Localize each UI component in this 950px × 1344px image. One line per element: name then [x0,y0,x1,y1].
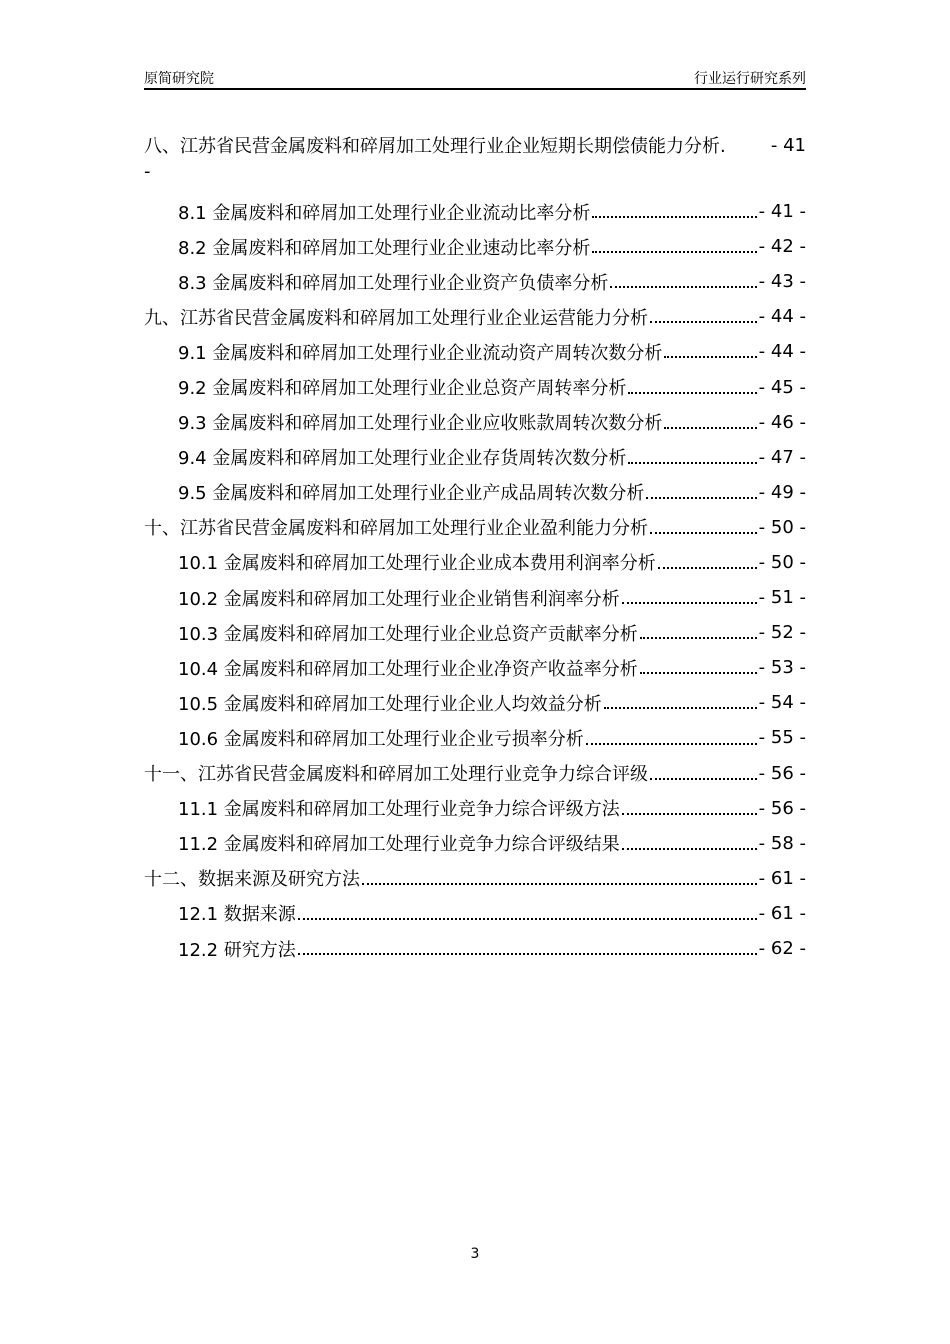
toc-leader-dots [640,636,757,639]
toc-entry-title: 九、江苏省民营金属废料和碎屑加工处理行业企业运营能力分析 [144,307,648,329]
toc-entry-section[interactable] [144,896,806,931]
toc-entry-chapter-8[interactable] [144,128,806,162]
toc-entry-title: 9.4 金属废料和碎屑加工处理行业企业存货周转次数分析 [178,448,627,470]
toc-entry-title: 9.2 金属废料和碎屑加工处理行业企业总资产周转率分析 [178,378,627,400]
toc-entry-title: 8.3 金属废料和碎屑加工处理行业企业资产负债率分析 [178,272,609,294]
toc-leader-dots [622,812,757,815]
toc-entry-title: 9.5 金属废料和碎屑加工处理行业企业产成品周转次数分析 [178,483,645,505]
toc-entry-page: - 61 - [758,902,806,924]
toc-entry-title: 10.6 金属废料和碎屑加工处理行业企业亏损率分析 [178,728,584,750]
toc-entry-title: 11.2 金属废料和碎屑加工处理行业竞争力综合评级结果 [178,834,620,856]
toc-entry-page: - 44 - [758,306,806,328]
toc-leader-dots [592,215,756,218]
toc-entry-title: 9.1 金属废料和碎屑加工处理行业企业流动资产周转次数分析 [178,342,663,364]
toc-leader-dots [610,285,756,288]
toc-entry-section[interactable] [144,931,806,966]
toc-entry-page: - 52 - [758,622,806,644]
toc-entry-chapter[interactable] [144,756,806,791]
toc-entry-section[interactable] [144,334,806,369]
toc-entry-page: - 47 - [758,446,806,468]
toc-leader-dots [586,742,757,745]
toc-leader-dots [664,426,756,429]
toc-entry-page: - 45 - [758,376,806,398]
toc-entry-page: - 62 - [758,938,806,960]
toc-entry-section[interactable] [144,720,806,755]
toc-entry-chapter[interactable] [144,299,806,334]
toc-entry-title: 8.2 金属废料和碎屑加工处理行业企业速动比率分析 [178,237,591,259]
toc-entry-title: 十二、数据来源及研究方法 [144,869,360,891]
toc-leader-dots [650,777,757,780]
toc-leader-dots [658,566,757,569]
page-number: 3 [470,1246,480,1262]
toc-entry-title: 10.3 金属废料和碎屑加工处理行业企业总资产贡献率分析 [178,623,638,645]
toc-entry-section[interactable] [144,615,806,650]
toc-entry-chapter[interactable] [144,510,806,545]
toc-entry-section[interactable] [144,440,806,475]
toc-entry-page: - 50 - [758,516,806,538]
toc-entry-section[interactable] [144,685,806,720]
toc-entry-page: - 50 - [758,551,806,573]
toc-entry-title: 八、江苏省民营金属废料和碎屑加工处理行业企业短期长期偿债能力分析. [144,136,726,157]
toc-entry-page: - 56 - [758,797,806,819]
toc-entry-title: 12.2 研究方法 [178,939,296,961]
toc-entry-page: - 42 - [758,236,806,258]
toc-entry-page: - 54 - [758,692,806,714]
table-of-contents [144,128,806,966]
header-org-name: 原简研究院 [144,71,214,87]
toc-leader-dots [622,847,757,850]
toc-entry-page: - 56 - [758,762,806,784]
toc-entry-page: - 55 - [758,727,806,749]
toc-entry-chapter[interactable] [144,861,806,896]
toc-leader-dots [362,882,757,885]
toc-entry-title: 10.2 金属废料和碎屑加工处理行业企业销售利润率分析 [178,588,620,610]
page-header [144,66,806,90]
toc-entry-section[interactable] [144,229,806,264]
toc-leader-dots [592,250,756,253]
toc-leader-dots [628,461,756,464]
toc-entry-section[interactable] [144,405,806,440]
toc-entry-continuation: - [144,161,151,182]
toc-entry-section[interactable] [144,264,806,299]
toc-entry-title: 10.1 金属废料和碎屑加工处理行业企业成本费用利润率分析 [178,553,656,575]
toc-entry-page: - 46 - [758,411,806,433]
toc-entry-page: - 43 - [758,271,806,293]
toc-leader-dots [640,671,757,674]
toc-entry-section[interactable] [144,826,806,861]
toc-entry-title: 9.3 金属废料和碎屑加工处理行业企业应收账款周转次数分析 [178,413,663,435]
toc-entry-title: 8.1 金属废料和碎屑加工处理行业企业流动比率分析 [178,202,591,224]
toc-entry-title: 十一、江苏省民营金属废料和碎屑加工处理行业竞争力综合评级 [144,764,648,786]
toc-leader-dots [628,391,756,394]
toc-entry-section[interactable] [144,475,806,510]
toc-entry-page: - 53 - [758,657,806,679]
toc-leader-dots [664,355,756,358]
toc-entry-page: - 58 - [758,832,806,854]
toc-leader-dots [298,952,757,955]
toc-leader-dots [298,917,757,920]
toc-entry-title: 10.5 金属废料和碎屑加工处理行业企业人均效益分析 [178,693,602,715]
toc-entry-section[interactable] [144,580,806,615]
toc-leader-dots [646,496,756,499]
toc-leader-dots [622,601,757,604]
toc-entry-page: - 61 - [758,867,806,889]
toc-entry-page: - 51 - [758,587,806,609]
toc-entry-title: 10.4 金属废料和碎屑加工处理行业企业净资产收益率分析 [178,658,638,680]
toc-entry-section[interactable] [144,545,806,580]
toc-leader-dots [650,320,757,323]
toc-entry-section[interactable] [144,791,806,826]
toc-leader-dots [604,706,757,709]
toc-entry-page: - 44 - [758,341,806,363]
toc-entry-page: - 41 [770,134,806,156]
toc-entry-section[interactable] [144,194,806,229]
toc-entry-title: 12.1 数据来源 [178,904,296,926]
toc-entry-title: 11.1 金属废料和碎屑加工处理行业竞争力综合评级方法 [178,799,620,821]
header-series-name: 行业运行研究系列 [694,71,806,87]
toc-entry-section[interactable] [144,369,806,404]
toc-entry-section[interactable] [144,650,806,685]
toc-entry-page: - 49 - [758,481,806,503]
toc-leader-dots [650,531,757,534]
toc-entry-page: - 41 - [758,201,806,223]
toc-entry-title: 十、江苏省民营金属废料和碎屑加工处理行业企业盈利能力分析 [144,518,648,540]
